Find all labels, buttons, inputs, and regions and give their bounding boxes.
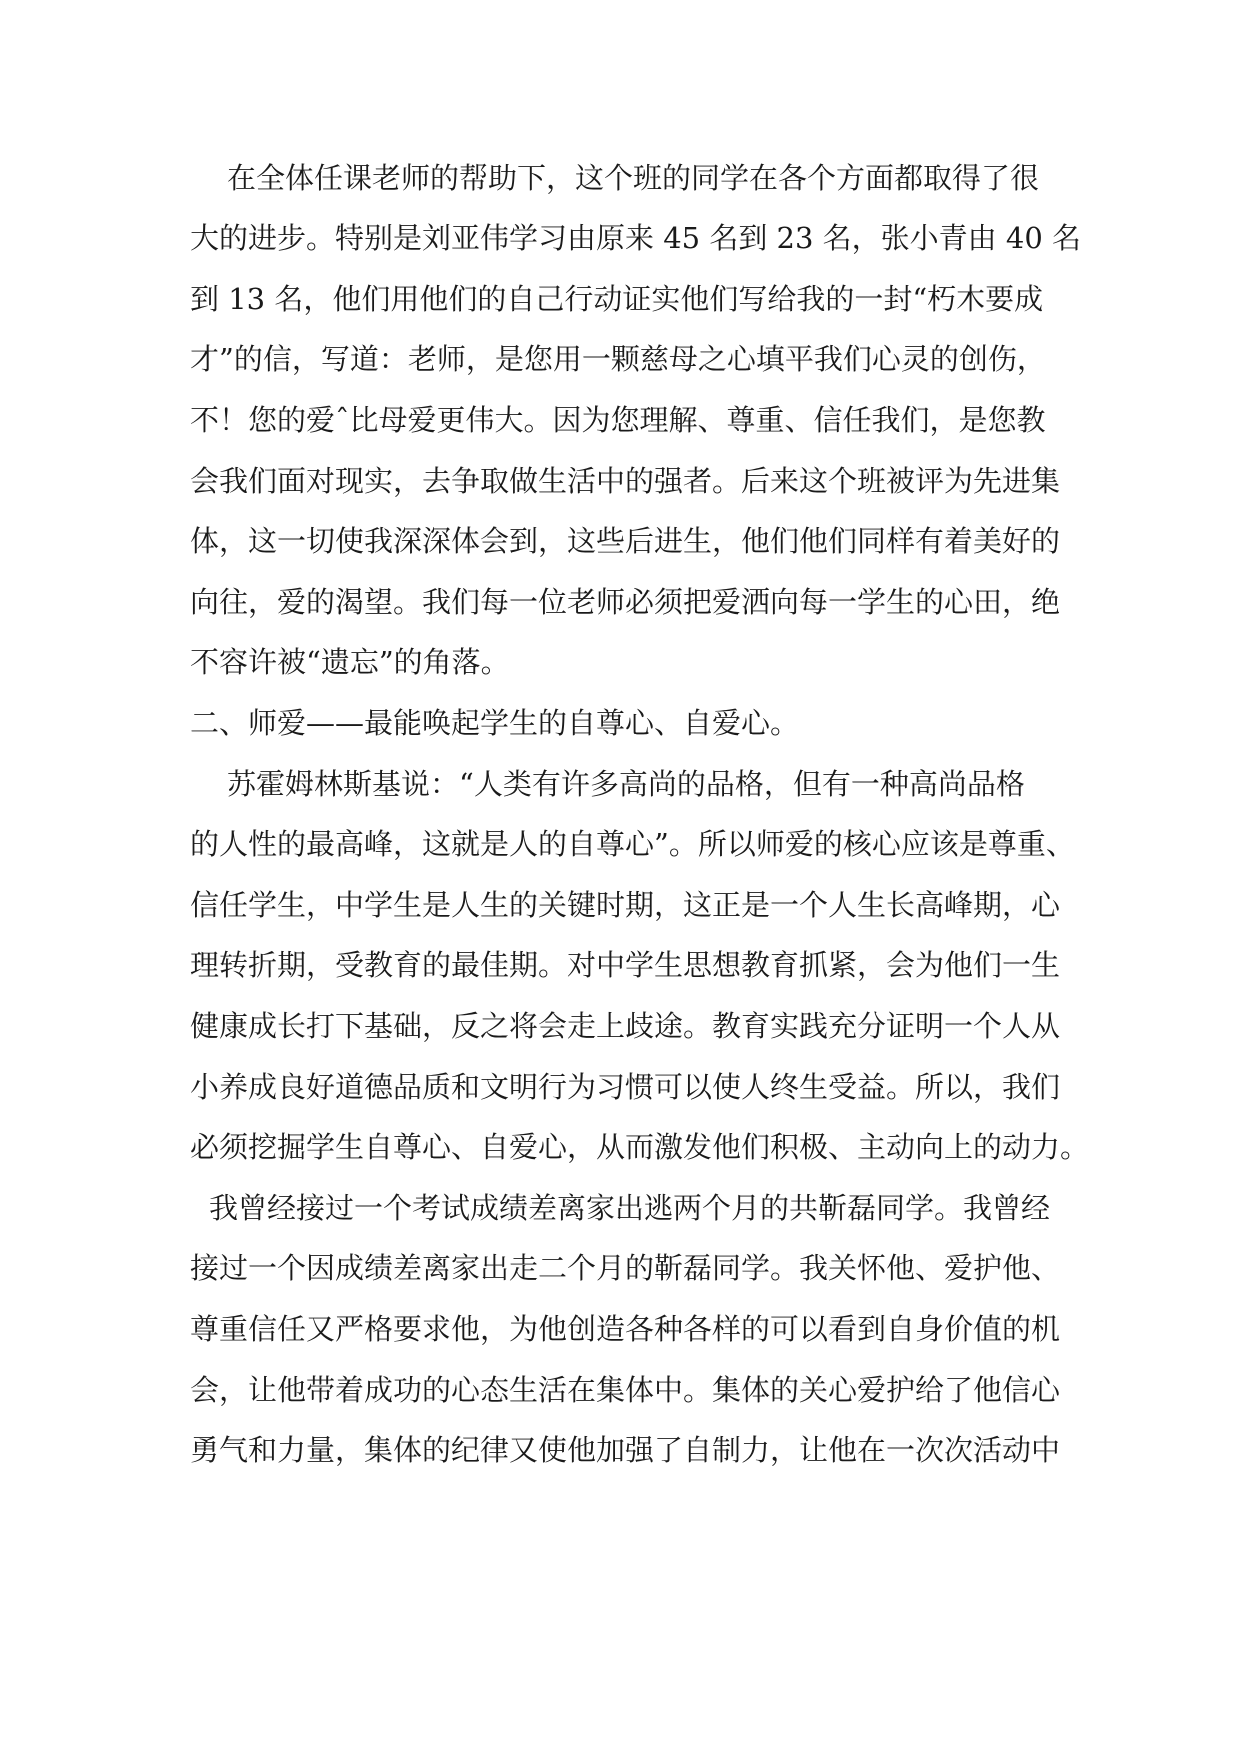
paragraph-line: 在全体任课老师的帮助下，这个班的同学在各个方面都取得了很 xyxy=(227,161,1040,195)
paragraph-line: 尊重信任又严格要求他，为他创造各种各样的可以看到自身价值的机 xyxy=(190,1312,1061,1346)
paragraph-line: 信任学生，中学生是人生的关键时期，这正是一个人生长高峰期，心 xyxy=(190,888,1061,922)
paragraph-line: 健康成长打下基础，反之将会走上歧途。教育实践充分证明一个人从 xyxy=(190,1009,1061,1043)
paragraph-line: 会，让他带着成功的心态生活在集体中。集体的关心爱护给了他信心 xyxy=(190,1373,1061,1407)
paragraph-line: 才”的信，写道：老师，是您用一颗慈母之心填平我们心灵的创伤， xyxy=(190,342,1046,376)
paragraph-line: 勇气和力量，集体的纪律又使他加强了自制力，让他在一次次活动中 xyxy=(190,1433,1061,1467)
paragraph-line: 接过一个因成绩差离家出走二个月的靳磊同学。我关怀他、爱护他、 xyxy=(190,1251,1061,1285)
paragraph-line: 必须挖掘学生自尊心、自爱心，从而激发他们积极、主动向上的动力。 xyxy=(190,1130,1090,1164)
paragraph-line: 不容许被“遗忘”的角落。 xyxy=(190,645,510,679)
paragraph-line: 向往，爱的渴望。我们每一位老师必须把爱洒向每一学生的心田，绝 xyxy=(190,585,1061,619)
paragraph-line: 理转折期，受教育的最佳期。对中学生思想教育抓紧，会为他们一生 xyxy=(190,948,1061,982)
section-heading: 二、师爱——最能唤起学生的自尊心、自爱心。 xyxy=(190,706,800,740)
paragraph-line: 会我们面对现实，去争取做生活中的强者。后来这个班被评为先进集 xyxy=(190,464,1061,498)
paragraph-line: 苏霍姆林斯基说：“人类有许多高尚的品格，但有一种高尚品格 xyxy=(227,767,1025,801)
paragraph-line: 到 13 名，他们用他们的自己行动证实他们写给我的一封“朽木要成 xyxy=(190,282,1044,316)
paragraph-line: 我曾经接过一个考试成绩差离家出逃两个月的共靳磊同学。我曾经 xyxy=(209,1191,1051,1225)
paragraph-line: 小养成良好道德品质和文明行为习惯可以使人终生受益。所以，我们 xyxy=(190,1070,1061,1104)
paragraph-line: 大的进步。特别是刘亚伟学习由原来 45 名到 23 名，张小青由 40 名 xyxy=(190,221,1082,255)
paragraph-line: 体，这一切使我深深体会到，这些后进生，他们他们同样有着美好的 xyxy=(190,524,1061,558)
paragraph-line: 不！您的爱ˆ比母爱更伟大。因为您理解、尊重、信任我们，是您教 xyxy=(190,403,1046,437)
paragraph-line: 的人性的最高峰，这就是人的自尊心”。所以师爱的核心应该是尊重、 xyxy=(190,827,1075,861)
